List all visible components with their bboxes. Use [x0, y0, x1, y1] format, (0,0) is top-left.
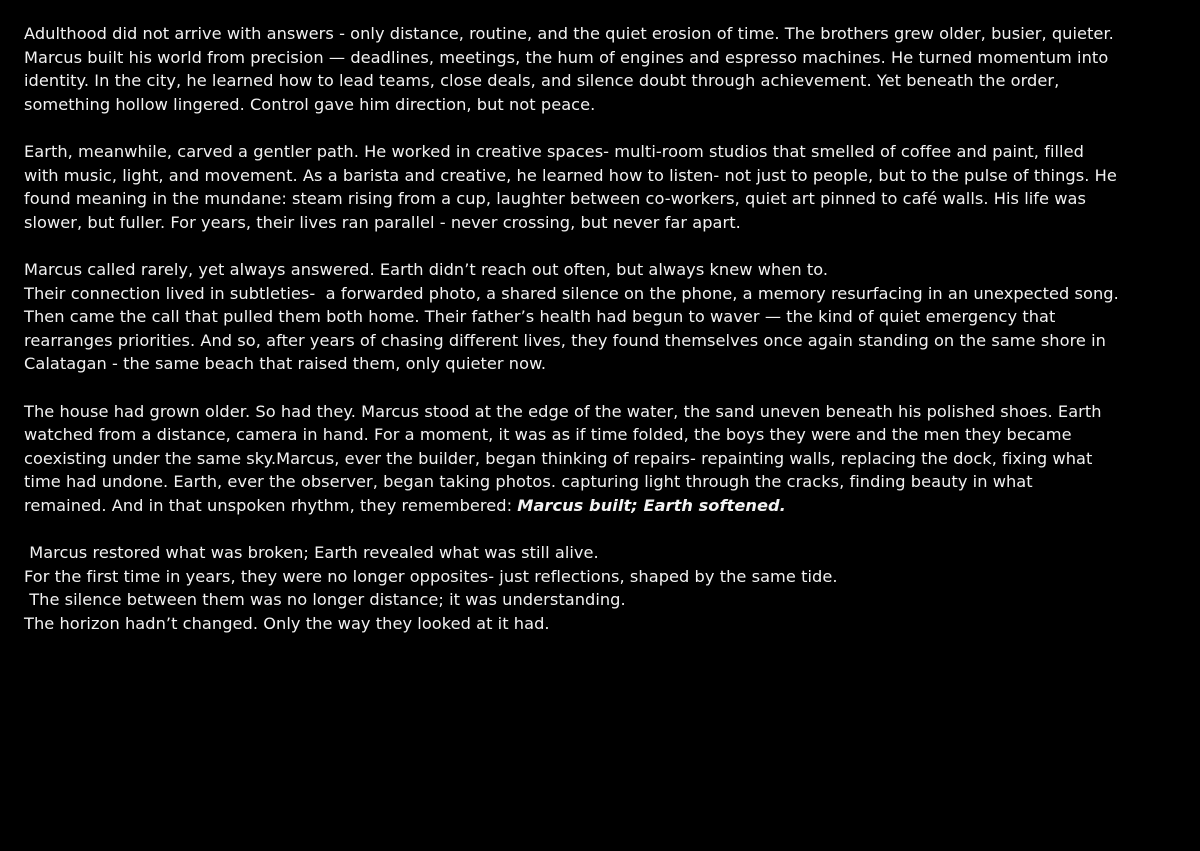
text-line: The house had grown older. So had they. Marcus stood at the edge of the water, the sand uneven beneath his polished shoes. Earth — [24, 401, 1102, 421]
text-line: coexisting under the same sky.Marcus, ever the builder, began thinking of repairs- repainting walls, replacing the dock, fixing what — [24, 448, 1093, 468]
text-line — [24, 494, 1184, 518]
text-line: slower, but fuller. For years, their lives ran parallel - never crossing, but never far apart. — [24, 212, 741, 232]
paragraph-house — [24, 400, 1184, 518]
text-line: Their connection lived in subtleties- a forwarded photo, a shared silence on the phone, a memory resurfacing in an unexpected song. — [24, 283, 1119, 303]
text-line: rearranges priorities. And so, after years of chasing different lives, they found themselves once again standing on the same shore in — [24, 330, 1106, 350]
text-line-prefix: remained. And in that unspoken rhythm, they remembered: — [24, 495, 518, 515]
paragraph-closing — [24, 541, 1184, 635]
text-line: Adulthood did not arrive with answers - only distance, routine, and the quiet erosion of time. The brothers grew older, busier, quieter. — [24, 24, 1114, 43]
text-line: Marcus restored what was broken; Earth revealed what was still alive. — [24, 543, 599, 563]
text-line: something hollow lingered. Control gave him direction, but not peace. — [24, 94, 596, 114]
text-line: Earth, meanwhile, carved a gentler path. He worked in creative spaces- multi-room studios that smelled of coffee and paint, filled — [24, 141, 1084, 161]
paragraph-adulthood — [24, 22, 1184, 116]
text-line: The horizon hadn’t changed. Only the way they looked at it had. — [24, 613, 550, 633]
text-line: For the first time in years, they were no longer opposites- just reflections, shaped by the same tide. — [24, 566, 838, 586]
text-line: with music, light, and movement. As a barista and creative, he learned how to listen- not just to people, but to the pulse of things. He — [24, 165, 1117, 185]
text-line: found meaning in the mundane: steam rising from a cup, laughter between co-workers, quiet art pinned to café walls. His life was — [24, 189, 1086, 209]
paragraph-connection — [24, 258, 1184, 376]
story-text-block — [24, 22, 1184, 659]
emphasized-phrase: Marcus built; Earth softened. — [517, 495, 786, 515]
paragraph-earth-path — [24, 140, 1184, 234]
text-line: Marcus called rarely, yet always answered. Earth didn’t reach out often, but always knew when to. — [24, 259, 829, 279]
text-line: watched from a distance, camera in hand. For a moment, it was as if time folded, the boys they were and the men they became — [24, 425, 1072, 445]
text-line: time had undone. Earth, ever the observer, began taking photos. capturing light through the cracks, finding beauty in what — [24, 472, 1033, 492]
text-line: identity. In the city, he learned how to lead teams, close deals, and silence doubt through achievement. Yet beneath the order, — [24, 71, 1060, 91]
text-line: Calatagan - the same beach that raised them, only quieter now. — [24, 354, 547, 374]
text-line: Marcus built his world from precision — deadlines, meetings, the hum of engines and espresso machines. He turned momentum into — [24, 47, 1109, 67]
text-line: Then came the call that pulled them both home. Their father’s health had begun to waver — the kind of quiet emergency that — [24, 307, 1056, 327]
text-line: The silence between them was no longer distance; it was understanding. — [24, 590, 626, 610]
